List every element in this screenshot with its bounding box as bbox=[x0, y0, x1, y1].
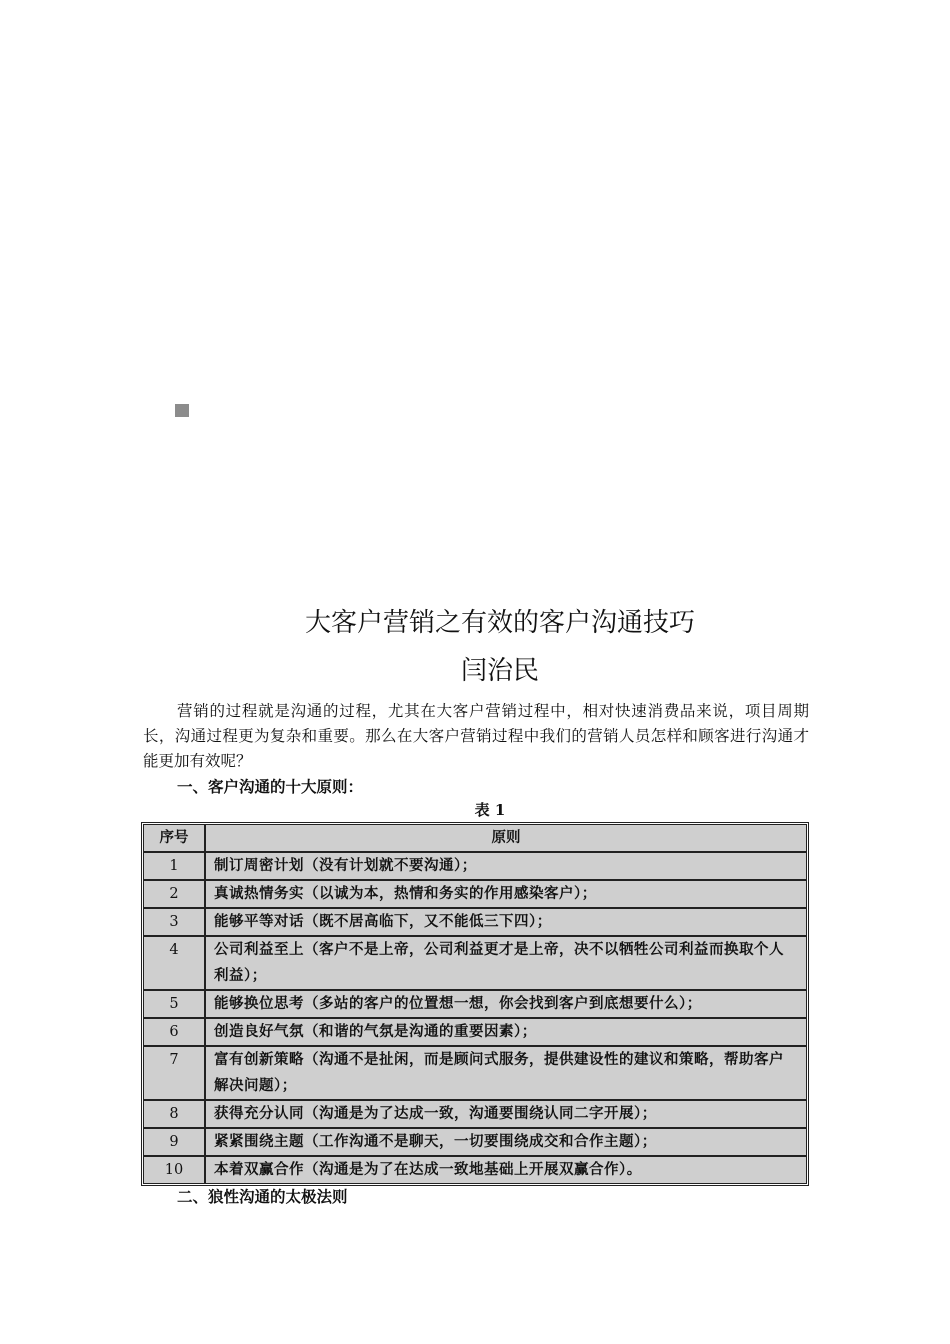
table-row bbox=[143, 1046, 807, 1100]
row-principle: 公司利益至上（客户不是上帝，公司利益更才是上帝，决不以牺牲公司利益而换取个人利益）； bbox=[205, 936, 807, 990]
column-header-number: 序号 bbox=[143, 824, 205, 852]
row-principle: 富有创新策略（沟通不是扯闲，而是顾问式服务，提供建设性的建议和策略，帮助客户解决问题）； bbox=[205, 1046, 807, 1100]
row-principle: 创造良好气氛（和谐的气氛是沟通的重要因素）； bbox=[205, 1018, 807, 1046]
author-name: 闫治民 bbox=[460, 656, 539, 686]
column-header-principle: 原则 bbox=[205, 824, 807, 852]
row-principle: 获得充分认同（沟通是为了达成一致，沟通要围绕认同二字开展）； bbox=[205, 1100, 807, 1128]
row-number: 1 bbox=[143, 852, 205, 880]
row-number: 3 bbox=[143, 908, 205, 936]
section-heading-1: 一、客户沟通的十大原则： bbox=[177, 778, 364, 796]
table-caption: 表 1 bbox=[474, 801, 506, 819]
row-number: 7 bbox=[143, 1046, 205, 1100]
row-principle: 本着双赢合作（沟通是为了在达成一致地基础上开展双赢合作）。 bbox=[205, 1156, 807, 1184]
table-row bbox=[143, 1156, 807, 1184]
row-principle: 能够平等对话（既不居高临下，又不能低三下四）； bbox=[205, 908, 807, 936]
row-principle: 真诚热情务实（以诚为本，热情和务实的作用感染客户）； bbox=[205, 880, 807, 908]
row-principle: 能够换位思考（多站的客户的位置想一想，你会找到客户到底想要什么）； bbox=[205, 990, 807, 1018]
square-bullet-icon bbox=[175, 404, 189, 417]
row-number: 2 bbox=[143, 880, 205, 908]
table-row bbox=[143, 1128, 807, 1156]
document-title: 大客户营销之有效的客户沟通技巧 bbox=[304, 608, 695, 638]
table-row bbox=[143, 936, 807, 990]
table-row bbox=[143, 990, 807, 1018]
section-heading-2: 二、狼性沟通的太极法则 bbox=[177, 1188, 348, 1206]
row-number: 9 bbox=[143, 1128, 205, 1156]
table-row bbox=[143, 880, 807, 908]
principles-table bbox=[141, 822, 809, 1186]
table-row bbox=[143, 1100, 807, 1128]
row-principle: 制订周密计划（没有计划就不要沟通）； bbox=[205, 852, 807, 880]
table-row bbox=[143, 1018, 807, 1046]
row-number: 5 bbox=[143, 990, 205, 1018]
row-number: 6 bbox=[143, 1018, 205, 1046]
row-number: 4 bbox=[143, 936, 205, 990]
table-row bbox=[143, 908, 807, 936]
row-number: 8 bbox=[143, 1100, 205, 1128]
row-number: 10 bbox=[143, 1156, 205, 1184]
table-header-row bbox=[143, 824, 807, 852]
intro-paragraph: 营销的过程就是沟通的过程，尤其在大客户营销过程中，相对快速消费品来说，项目周期长，沟通过程更为复杂和重要。那么在大客户营销过程中我们的营销人员怎样和顾客进行沟通才能更加有效呢？ bbox=[143, 702, 809, 770]
row-principle: 紧紧围绕主题（工作沟通不是聊天，一切要围绕成交和合作主题）； bbox=[205, 1128, 807, 1156]
table-row bbox=[143, 852, 807, 880]
